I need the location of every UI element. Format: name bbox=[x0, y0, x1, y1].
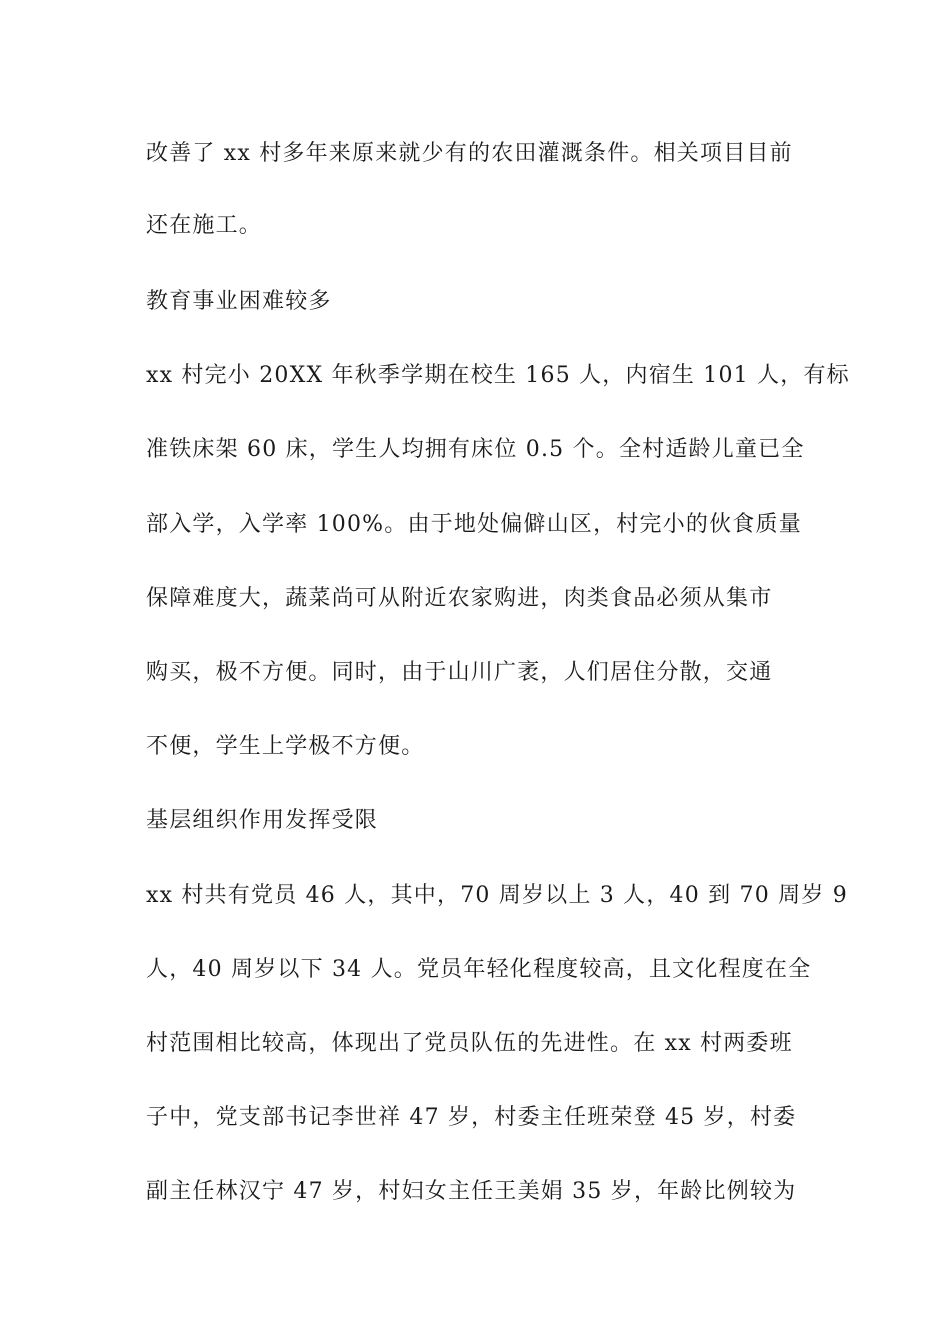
paragraph-education-line-4: 保障难度大，蔬菜尚可从附近农家购进，肉类食品必须从集市 bbox=[146, 586, 773, 611]
paragraph-organization-line-5: 副主任林汉宁 47 岁，村妇女主任王美娟 35 岁，年龄比例较为 bbox=[146, 1179, 797, 1204]
paragraph-organization-line-4: 子中，党支部书记李世祥 47 岁，村委主任班荣登 45 岁，村委 bbox=[146, 1105, 797, 1130]
paragraph-education-line-1: xx 村完小 20XX 年秋季学期在校生 165 人，内宿生 101 人，有标 bbox=[146, 363, 850, 388]
paragraph-irrigation-line-1: 改善了 xx 村多年来原来就少有的农田灌溉条件。相关项目目前 bbox=[146, 141, 793, 166]
paragraph-organization-line-2: 人，40 周岁以下 34 人。党员年轻化程度较高，且文化程度在全 bbox=[146, 957, 812, 982]
paragraph-education-line-5: 购买，极不方便。同时，由于山川广袤，人们居住分散，交通 bbox=[146, 660, 773, 685]
paragraph-education-line-2: 准铁床架 60 床，学生人均拥有床位 0.5 个。全村适龄儿童已全 bbox=[146, 437, 805, 462]
paragraph-education-line-3: 部入学，入学率 100%。由于地处偏僻山区，村完小的伙食质量 bbox=[146, 512, 802, 537]
paragraph-irrigation-line-2: 还在施工。 bbox=[146, 213, 263, 238]
section-heading-education: 教育事业困难较多 bbox=[146, 289, 332, 314]
paragraph-organization-line-3: 村范围相比较高，体现出了党员队伍的先进性。在 xx 村两委班 bbox=[146, 1031, 793, 1056]
paragraph-education-line-6: 不便，学生上学极不方便。 bbox=[146, 734, 425, 759]
section-heading-organization: 基层组织作用发挥受限 bbox=[146, 808, 379, 833]
paragraph-organization-line-1: xx 村共有党员 46 人，其中，70 周岁以上 3 人，40 到 70 周岁 9 bbox=[146, 883, 848, 908]
